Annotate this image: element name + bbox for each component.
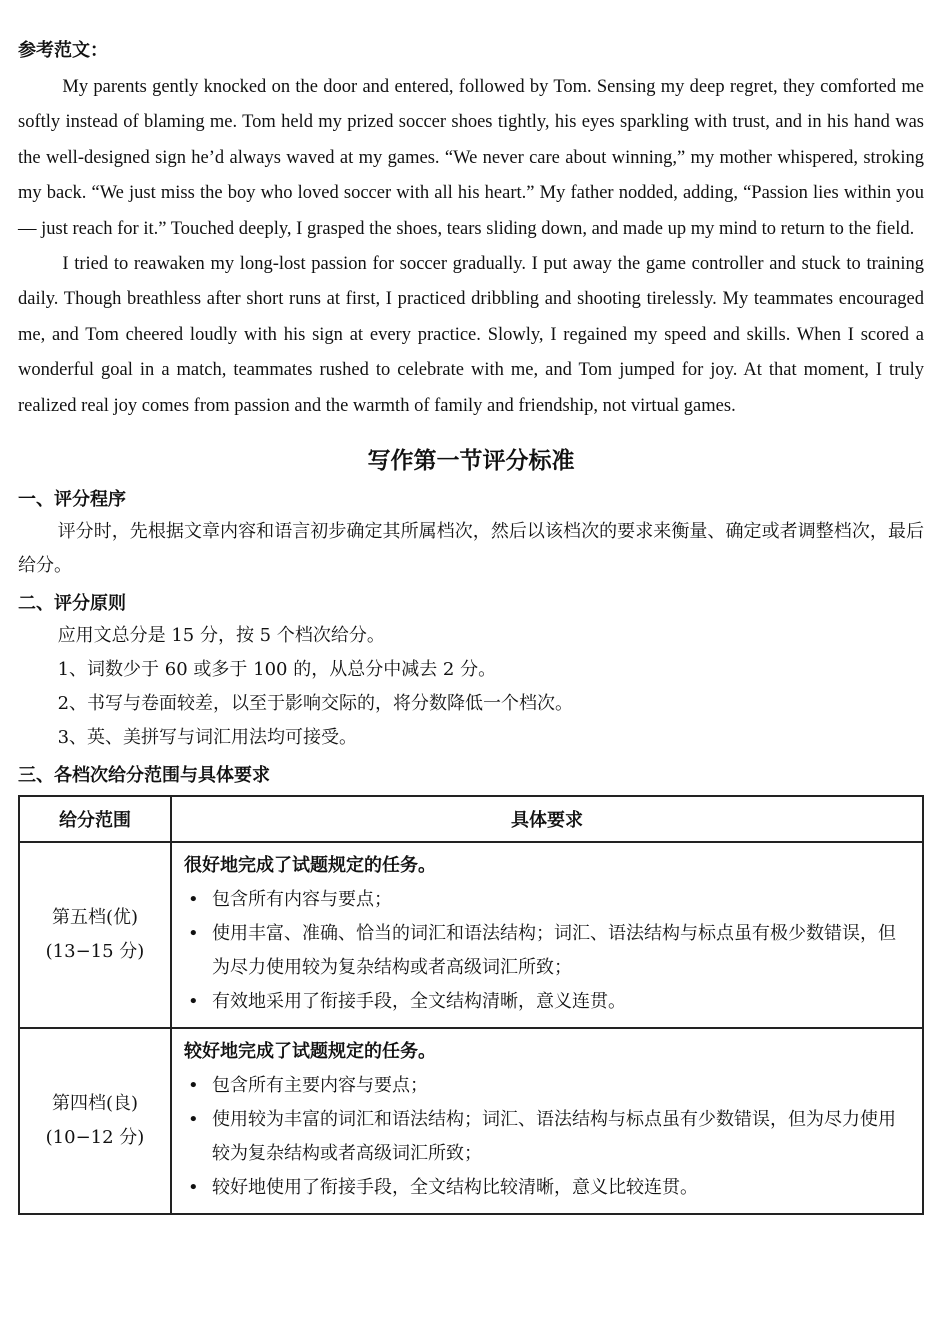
band-cell [19,842,171,1028]
section2-item-1: 1、词数少于 60 或多于 100 的，从总分中减去 2 分。 [57,659,497,681]
section2-intro: 应用文总分是 15 分，按 5 个档次给分。 [57,625,385,647]
header-score-range: 给分范围 [19,796,171,842]
reference-paragraph-2: I tried to reawaken my long-lost passion for soccer gradually. I put away the game controller and stuck to training daily. Though breathless after short runs at first, I practiced dribbling and shooting tirelessly. My teammates encouraged me, and Tom cheered loudly with his sign at every practice. Slowly, I regained my speed and skills. When I scored a wonderful goal in a match, teammates rushed to celebrate with me, and Tom jumped for joy. At that moment, I truly realized real joy comes from passion and the warmth of family and friendship, not virtual games. [18,254,924,416]
list-item: • 使用较为丰富的词汇和语法结构；词汇、语法结构与标点虽有少数错误，但为尽力使用较为复杂结构或者高级词汇所致； [184,1103,912,1171]
band-cell [19,1028,171,1214]
table-row [19,842,923,1028]
bullet-icon: • [188,1075,199,1097]
section3-heading: 三、各档次给分范围与具体要求 [18,765,270,787]
list-item: • 较好地使用了衔接手段，全文结构比较清晰，意义比较连贯。 [184,1171,912,1205]
table-header-row [19,796,923,842]
bullet-icon: • [188,1109,199,1131]
reference-paragraph-1: My parents gently knocked on the door and entered, followed by Tom. Sensing my deep regret, they comforted me softly instead of blaming me. Tom held my prized soccer shoes tightly, his eyes sparkling with trust, and in his hand was the well-designed sign he’d always waved at my games. “We never care about winning,” my mother whispered, stroking my back. “We just miss the boy who loved soccer with all his heart.” My father nodded, adding, “Passion lies within you — just reach for it.” Touched deeply, I grasped the shoes, tears sliding down, and made up my mind to return to the field. [18,77,924,239]
requirement-summary: 很好地完成了试题规定的任务。 [184,855,436,877]
list-item: • 使用丰富、准确、恰当的词汇和语法结构；词汇、语法结构与标点虽有极少数错误，但为尽力使用较为复杂结构或者高级词汇所致； [184,917,912,985]
section1-heading: 一、评分程序 [18,489,126,511]
scoring-table [18,795,924,1215]
bullet-icon: • [188,889,199,911]
band-range: (10−12 分) [45,1127,145,1149]
band-range: (13−15 分) [45,941,145,963]
requirement-list [184,1069,912,1205]
page-title: 写作第一节评分标准 [367,448,575,475]
header-requirements: 具体要求 [171,796,923,842]
list-item: • 有效地采用了衔接手段，全文结构清晰，意义连贯。 [184,985,912,1019]
table-row [19,1028,923,1214]
section1-text: 评分时，先根据文章内容和语言初步确定其所属档次，然后以该档次的要求来衡量、确定或者调整档次，最后给分。 [18,521,924,577]
bullet-icon: • [188,991,199,1013]
page [18,36,924,1215]
band-name: 第五档(优) [51,907,139,929]
reference-label: 参考范文： [18,40,108,61]
section2-item-3: 3、英、美拼写与词汇用法均可接受。 [57,727,358,749]
bullet-icon: • [188,1177,199,1199]
section2-item-2: 2、书写与卷面较差，以至于影响交际的，将分数降低一个档次。 [57,693,574,715]
list-item: • 包含所有内容与要点； [184,883,912,917]
band-name: 第四档(良) [51,1093,139,1115]
section2-heading: 二、评分原则 [18,593,126,615]
requirements-cell [171,1028,923,1214]
requirement-list [184,883,912,1019]
list-item: • 包含所有主要内容与要点； [184,1069,912,1103]
bullet-icon: • [188,923,199,945]
requirement-summary: 较好地完成了试题规定的任务。 [184,1041,436,1063]
requirements-cell [171,842,923,1028]
